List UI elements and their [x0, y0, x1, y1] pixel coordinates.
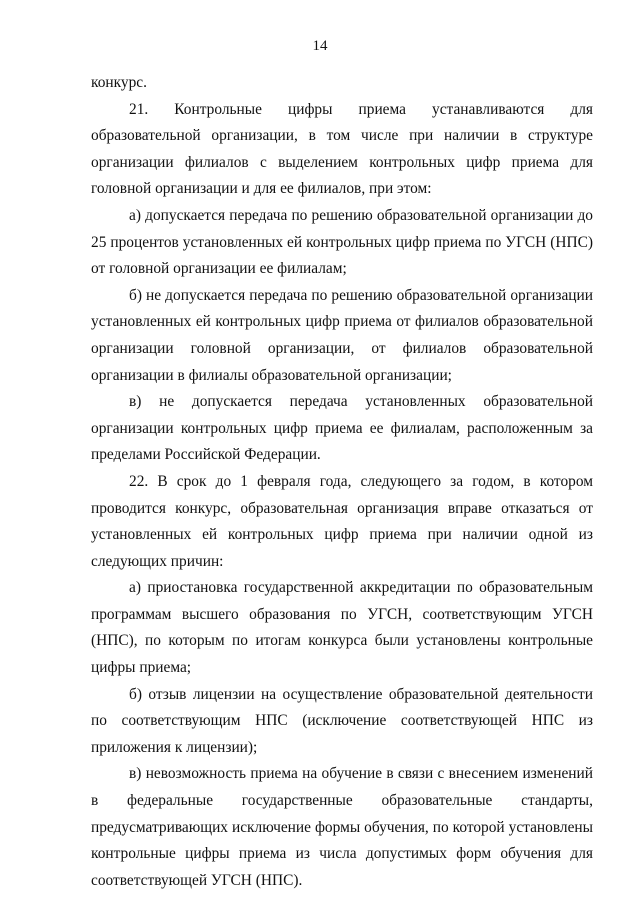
- paragraph-22-b: б) отзыв лицензии на осуществление образовательной деятельности по соответствующим НПС (исключение соответствующей НПС из приложения к лицензии);: [91, 685, 593, 756]
- paragraph-21-a: а) допускается передача по решению образовательной организации до 25 процентов установленных ей контрольных цифр приема по УГСН (НПС) от головной организации ее филиалам;: [91, 206, 593, 278]
- paragraph-22-a: а) приостановка государственной аккредитации по образовательным программам высшего образования по УГСН, соответствующим УГСН (НПС), по которым по итогам конкурса были установлены контрольные цифры приема;: [91, 579, 593, 677]
- paragraph-21: 21. Контрольные цифры приема устанавливаются для образовательной организации, в том числе при наличии в структуре организации филиалов с выделением контрольных цифр приема для головной организации и для ее филиалов, при этом:: [91, 100, 593, 198]
- paragraph-21-v: в) не допускается передача установленных образовательной организации контрольных цифр приема ее филиалам, расположенным за пределами Российской Федерации.: [91, 393, 593, 464]
- document-body: [91, 70, 593, 894]
- paragraph-continuation: конкурс.: [91, 74, 147, 91]
- page-number: 14: [312, 38, 328, 54]
- paragraph-22-v: в) невозможность приема на обучение в связи с внесением изменений в федеральные государственные образовательные стандарты, предусматривающих исключение формы обучения, по которой установлены контрольные цифры приема из числа допустимых форм обучения для соответствующей УГСН (НПС).: [91, 765, 593, 889]
- paragraph-21-b: б) не допускается передача по решению образовательной организации установленных ей контрольных цифр приема от филиалов образовательной организации головной организации, от филиалов образовательной организации в филиалы образовательной организации;: [91, 286, 593, 384]
- paragraph-22: 22. В срок до 1 февраля года, следующего за годом, в котором проводится конкурс, образовательная организация вправе отказаться от установленных ей контрольных цифр приема при наличии одной из следующих причин:: [91, 472, 593, 570]
